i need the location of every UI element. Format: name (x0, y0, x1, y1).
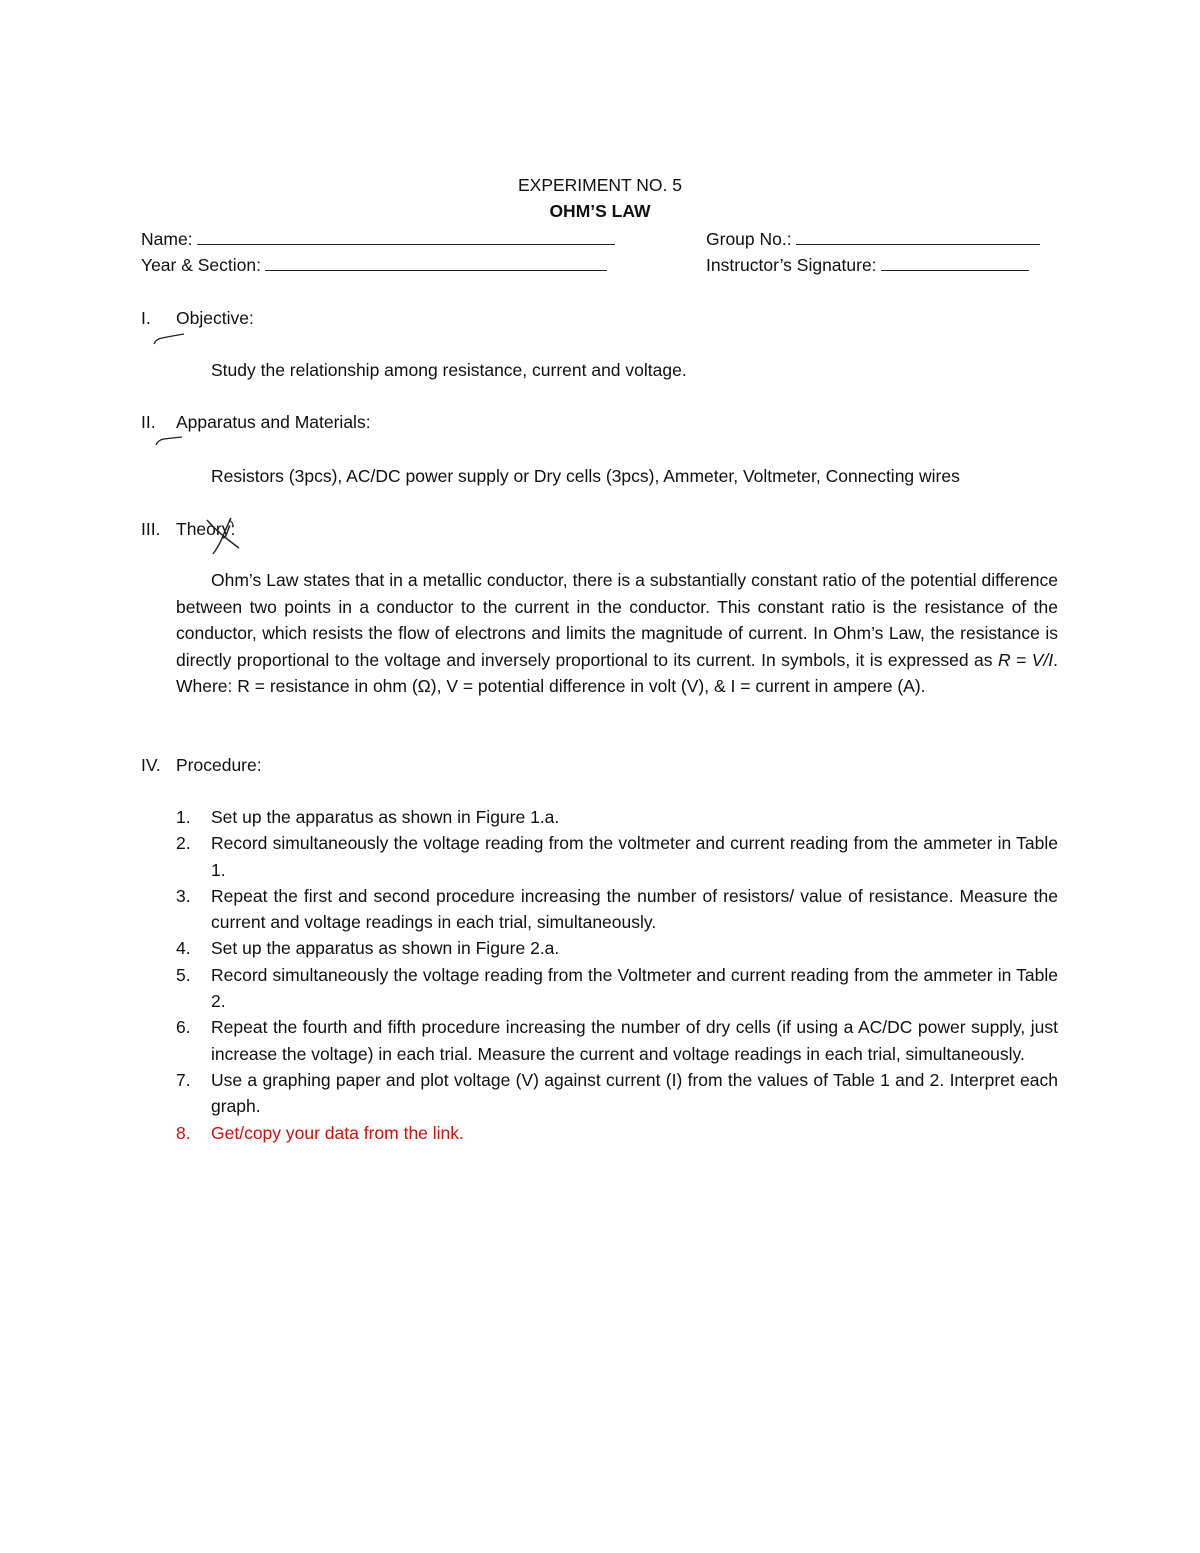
step-text: Use a graphing paper and plot voltage (V) against current (I) from the values of Table 1 and 2. Interpret each graph. (211, 1069, 1058, 1117)
check-mark-apparatus (152, 433, 192, 453)
group-label: Group No.: (706, 229, 792, 249)
step-number: 4. (176, 938, 191, 959)
step-text: Set up the apparatus as shown in Figure 1.a. (211, 807, 560, 827)
theory-text-1: Ohm’s Law states that in a metallic conductor, there is a substantially constant ratio of the potential difference between two points in a conductor to the current in the conductor. This constant ratio is the resistance of the conductor, which resists the flow of electrons and limits the magnitude of current. In Ohm’s Law, the resistance is directly proportional to the voltage and inversely proportional to its current. In symbols, it is expressed as (176, 570, 1058, 670)
step-number: 5. (176, 964, 191, 985)
procedure-list (176, 804, 1058, 1146)
group-field (706, 226, 1040, 252)
year-section-field (141, 252, 607, 278)
check-mark-theory (203, 514, 249, 558)
procedure-numeral: IV. (141, 755, 161, 775)
ohms-law-formula: R = V/I (997, 649, 1054, 670)
step-text: Set up the apparatus as shown in Figure 2.a. (211, 938, 560, 959)
signature-field (706, 252, 1029, 278)
procedure-step-7 (176, 1067, 1058, 1120)
objective-numeral: I. (141, 308, 151, 328)
step-number: 7. (176, 1069, 191, 1090)
step-number: 6. (176, 1017, 191, 1038)
procedure-step-3 (176, 883, 1058, 936)
group-blank (796, 243, 1040, 245)
apparatus-text: Resistors (3pcs), AC/DC power supply or Dry cells (3pcs), Ammeter, Voltmeter, Connecting wires (211, 466, 960, 486)
year-section-label: Year & Section: (141, 255, 261, 275)
procedure-step-5 (176, 962, 1058, 1015)
apparatus-heading: Apparatus and Materials: (176, 412, 371, 432)
step-text: Repeat the first and second procedure increasing the number of resistors/ value of resistance. Measure the current and voltage readings in each trial, simultaneously. (211, 885, 1058, 933)
name-blank (197, 243, 615, 245)
objective-text: Study the relationship among resistance, current and voltage. (211, 360, 687, 380)
name-field (141, 226, 615, 252)
theory-heading: Theory: (176, 519, 236, 539)
year-section-blank (265, 269, 607, 271)
theory-paragraph (176, 567, 1058, 700)
procedure-step-2 (176, 830, 1058, 883)
name-label: Name: (141, 229, 193, 249)
step-number: 3. (176, 885, 191, 906)
theory-numeral: III. (141, 519, 161, 539)
procedure-step-4 (176, 935, 1058, 961)
step-number: 2. (176, 833, 191, 854)
procedure-step-6 (176, 1014, 1058, 1067)
page-title: OHM’S LAW (549, 201, 651, 221)
step-text: Get/copy your data from the link. (211, 1122, 464, 1143)
step-text: Record simultaneously the voltage reading from the Voltmeter and current reading from the ammeter in Table 2. (211, 964, 1058, 1012)
theory-text-2: . Where: R = resistance in ohm (Ω), V = potential difference in volt (V), & I = current in ampere (A). (176, 649, 1058, 696)
procedure-step-8 (176, 1120, 1058, 1146)
check-mark-objective (150, 330, 190, 350)
signature-label: Instructor’s Signature: (706, 255, 877, 275)
step-text: Record simultaneously the voltage reading from the voltmeter and current reading from the ammeter in Table 1. (211, 833, 1058, 880)
experiment-number: EXPERIMENT NO. 5 (517, 175, 683, 195)
procedure-step-1 (176, 804, 1058, 830)
step-text: Repeat the fourth and fifth procedure increasing the number of dry cells (if using a AC/DC power supply, just increase the voltage) in each trial. Measure the current and voltage readings in each trial, simultaneously. (211, 1017, 1058, 1064)
objective-heading: Objective: (176, 308, 254, 328)
signature-blank (881, 269, 1029, 271)
apparatus-numeral: II. (141, 412, 156, 432)
step-number: 8. (176, 1122, 191, 1143)
step-number: 1. (176, 807, 191, 827)
procedure-heading: Procedure: (176, 755, 262, 775)
